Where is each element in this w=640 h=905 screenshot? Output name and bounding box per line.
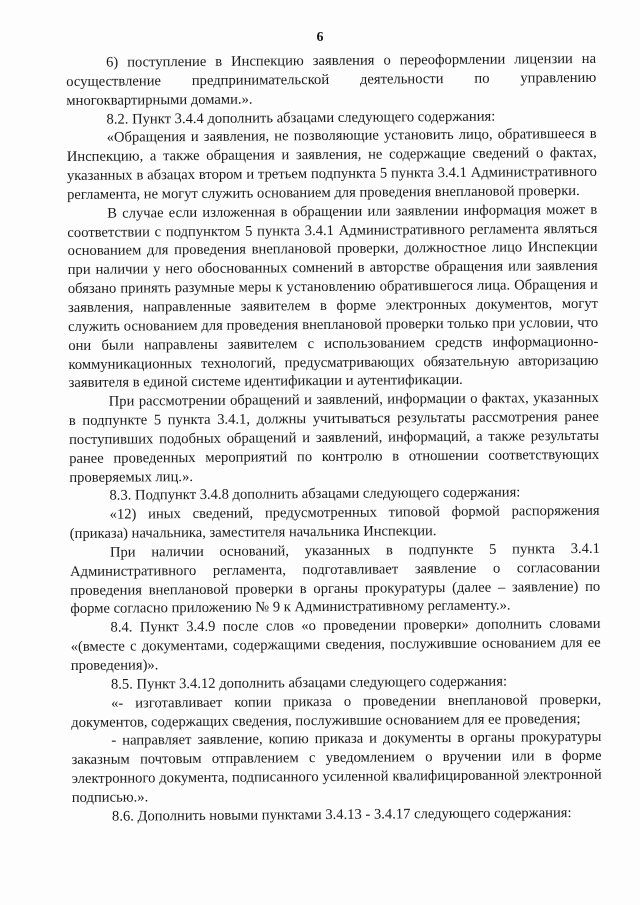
page-number: 6 [316, 30, 324, 45]
paragraph: «12) иных сведений, предусмотренных типовой формой распоряжения (приказа) начальника, заместителя начальника Инспекции. [69, 503, 600, 543]
paragraph: «Обращения и заявления, не позволяющие установить лицо, обратившееся в Инспекцию, а также обращения и заявления, не содержащие сведений о фактах, указанных в абзацах втором и третьем подпункта 5 пункта 3.4.1 Административного регламента, не могут служить основанием для проведения внеплановой проверки. [66, 126, 598, 203]
paragraph: 8.6. Дополнить новыми пунктами 3.4.13 - 3.4.17 следующего содержания: [111, 804, 572, 825]
paragraph: В случае если изложенная в обращении или заявлении информация может в соответствии с подпунктом 5 пункта 3.4.1 Административного регламента являться основанием для проведения внеплановой проверки, должностное лицо Инспекции при наличии у него обоснованных сомнений в авторстве обращения или заявления обязано принять разумные меры к установлению обратившегося лица. Обращения и заявления, направленные заявителем в форме электронных документов, могут служить основанием для проведения внеплановой проверки только при условии, что они были направлены заявителем с использованием средств информационно-коммуникационных технологий, предусматривающих обязательную авторизацию заявителя в единой системе идентификации и аутентификации. [67, 201, 599, 392]
paragraph: При наличии оснований, указанных в подпункте 5 пункта 3.4.1 Административного регламента, подготавливает заявление о согласовании проведения внеплановой проверки в органы прокуратуры (далее – заявление) по форме согласно приложению № 9 к Административному регламенту.». [70, 540, 601, 618]
paragraph: «- изготавливает копии приказа о проведении внеплановой проверки, документов, содержащих сведения, послужившие основанием для ее проведения; [71, 691, 602, 731]
paragraph: При рассмотрении обращений и заявлений, информации о фактах, указанных в подпункте 5 пункта 3.4.1, должны учитываться результаты рассмотрения ранее поступивших подобных обращений и заявлений, информаций, а также результаты ранее проведенных мероприятий по контролю в отношении соответствующих проверяемых лиц.». [68, 390, 600, 486]
paragraph: 8.3. Подпункт 3.4.8 дополнить абзацами следующего содержания: [109, 484, 521, 505]
paragraph: 6) поступление в Инспекцию заявления о переоформлении лицензии на осуществление предпринимательской деятельности по управлению многоквартирными домами.». [66, 50, 597, 109]
paragraph: 8.4. Пункт 3.4.9 после слов «о проведении проверки» дополнить словами «(вместе с документами, содержащими сведения, послужившие основанием для ее проведения)». [70, 616, 601, 674]
document-body [66, 50, 602, 827]
paragraph: 8.2. Пункт 3.4.4 дополнить абзацами следующего содержания: [106, 108, 496, 128]
paragraph: - направляет заявление, копию приказа и документы в органы прокуратуры заказным почтовым отправлением с уведомлением о вручении или в форме электронного документа, подписанного усиленной квалифицированной электронной подписью.». [71, 729, 602, 806]
paragraph: 8.5. Пункт 3.4.12 дополнить абзацами следующего содержания: [110, 673, 508, 693]
